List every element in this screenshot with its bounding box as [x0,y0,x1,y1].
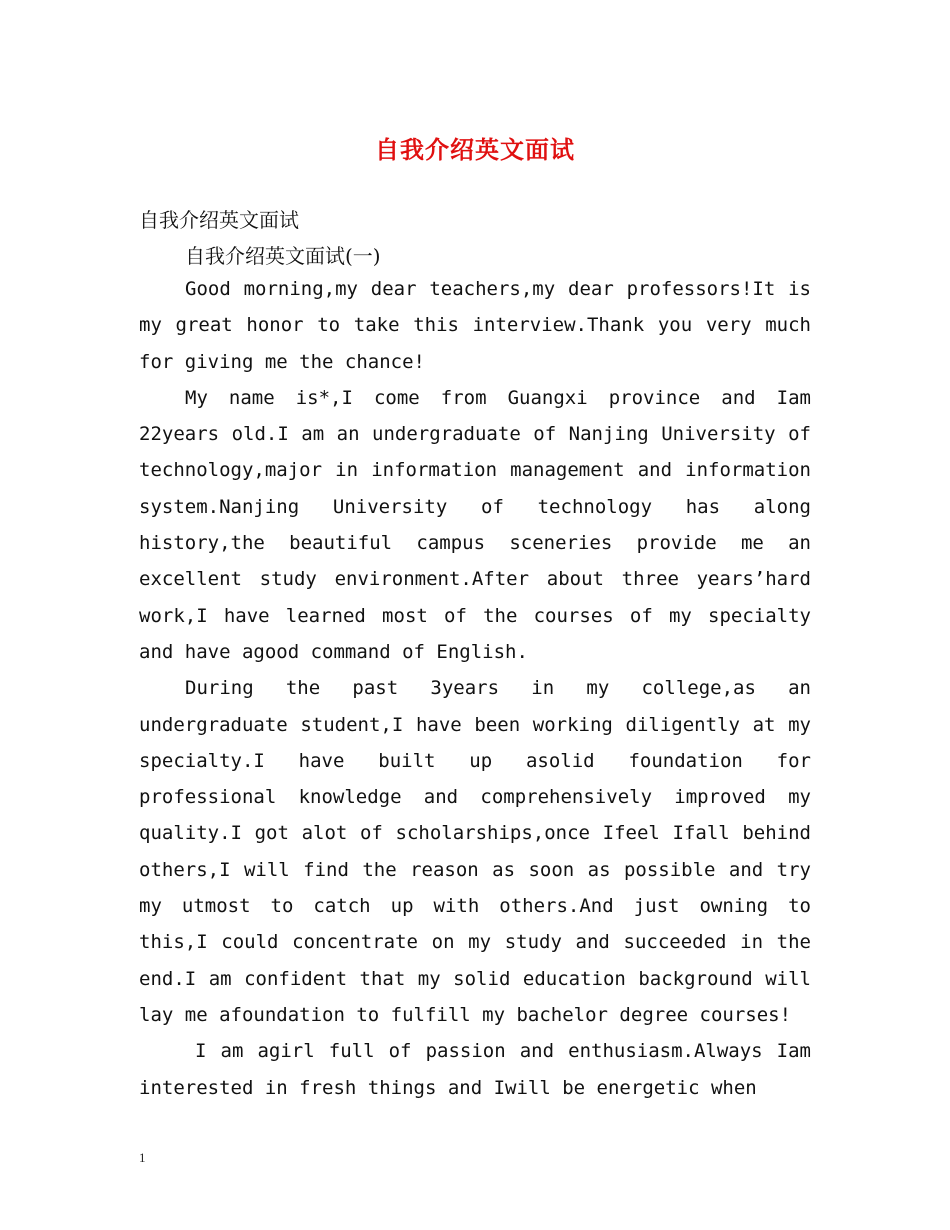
section-heading: 自我介绍英文面试 [139,208,299,232]
paragraph: My name is*,I come from Guangxi province and Iam 22years old.I am an undergraduate of Nanjing University of technology,major in information management and information system.Nanjing University of technology has along history,the beautiful campus sceneries provide me an excellent study environment.After about three years’hard work,I have learned most of the courses of my specialty and have agood command of English. [139,386,811,663]
paragraph: I am agirl full of passion and enthusiasm.Always Iam interested in fresh things and Iwill be energetic when [139,1040,811,1099]
document-body [139,205,811,1106]
paragraph: Good morning,my dear teachers,my dear professors!It is my great honor to take this interview.Thank you very much for giving me the chance! [139,278,811,373]
section-subheading: 自我介绍英文面试(一) [185,244,381,268]
page-number: 1 [139,1150,146,1165]
paragraph: During the past 3years in my college,as an undergraduate student,I have been working diligently at my specialty.I have built up asolid foundation for professional knowledge and comprehensively improved my quality.I got alot of scholarships,once Ifeel Ifall behind others,I will find the reason as soon as possible and try my utmost to catch up with others.And just owning to this,I could concentrate on my study and succeeded in the end.I am confident that my solid education background will lay me afoundation to fulfill my bachelor degree courses! [139,677,811,1026]
document-title: 自我介绍英文面试 [375,135,575,164]
